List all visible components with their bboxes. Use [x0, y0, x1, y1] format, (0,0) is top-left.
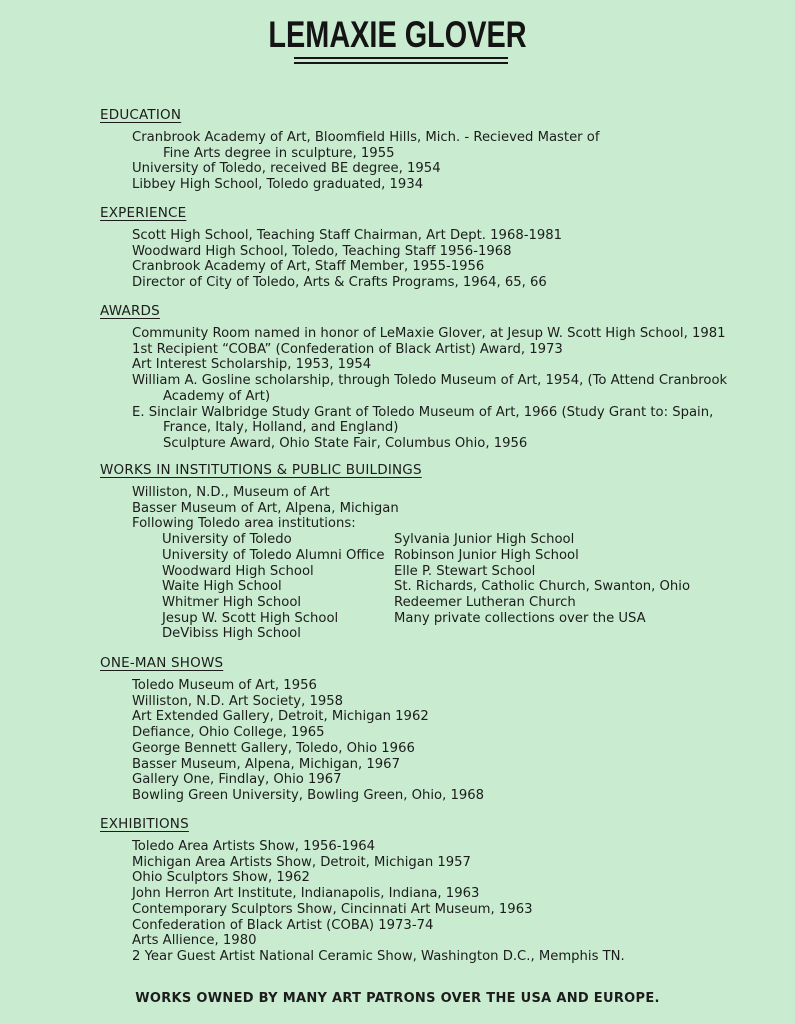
education-item: Cranbrook Academy of Art, Bloomfield Hills, Mich. - Recieved Master of [132, 130, 600, 145]
award-item: E. Sinclair Walbridge Study Grant of Toledo Museum of Art, 1966 (Study Grant to: Spain, [132, 404, 714, 420]
show-item: Williston, N.D. Art Society, 1958 [132, 693, 344, 709]
award-item: 1st Recipient “COBA” (Confederation of Black Artist) Award, 1973 [132, 341, 563, 357]
exhibitions-list [132, 839, 780, 965]
experience-list [132, 228, 780, 291]
institution-item: Whitmer High School [162, 594, 302, 610]
education-section [100, 107, 780, 193]
title-underline [294, 57, 508, 59]
show-item: Basser Museum, Alpena, Michigan, 1967 [132, 756, 400, 772]
show-item: George Bennett Gallery, Toledo, Ohio 1966 [132, 740, 415, 756]
institution-item: Woodward High School [162, 563, 314, 579]
institution-item: University of Toledo Alumni Office [162, 547, 385, 563]
exhibition-item: John Herron Art Institute, Indianapolis, Indiana, 1963 [132, 886, 480, 902]
institution-item: Jesup W. Scott High School [162, 610, 339, 626]
exhibition-item: Confederation of Black Artist (COBA) 1973-74 [132, 917, 434, 933]
awards-heading: AWARDS [100, 303, 160, 319]
works-item: Basser Museum of Art, Alpena, Michigan [132, 500, 399, 516]
exhibition-item: 2 Year Guest Artist National Ceramic Show, Washington D.C., Memphis TN. [132, 948, 625, 964]
exhibition-item: Arts Allience, 1980 [132, 933, 257, 949]
institutions-columns [162, 532, 780, 642]
exhibition-item: Toledo Area Artists Show, 1956-1964 [132, 839, 376, 854]
works-item: Following Toledo area institutions: [132, 516, 356, 532]
show-item: Toledo Museum of Art, 1956 [132, 678, 317, 693]
show-item: Bowling Green University, Bowling Green, Ohio, 1968 [132, 787, 485, 803]
institution-item: St. Richards, Catholic Church, Swanton, Ohio [394, 579, 691, 595]
institution-item: Redeemer Lutheran Church [394, 594, 576, 610]
institution-item: Sylvania Junior High School [394, 532, 575, 548]
experience-heading: EXPERIENCE [100, 205, 187, 221]
page-title: LEMAXIE GLOVER [268, 14, 527, 55]
show-item: Art Extended Gallery, Detroit, Michigan 1962 [132, 709, 429, 725]
education-item: Libbey High School, Toledo graduated, 1934 [132, 177, 424, 193]
experience-item: Scott High School, Teaching Staff Chairman, Art Dept. 1968-1981 [132, 228, 563, 243]
works-heading: WORKS IN INSTITUTIONS & PUBLIC BUILDINGS [100, 462, 422, 478]
shows-list [132, 678, 780, 804]
show-item: Defiance, Ohio College, 1965 [132, 725, 325, 741]
education-list [132, 130, 780, 193]
works-list [132, 485, 780, 532]
footer-statement: WORKS OWNED BY MANY ART PATRONS OVER THE USA AND EUROPE. [135, 991, 660, 1006]
award-item: Community Room named in honor of LeMaxie Glover, at Jesup W. Scott High School, 1981 [132, 326, 726, 341]
experience-item: Director of City of Toledo, Arts & Crafts Programs, 1964, 65, 66 [132, 275, 547, 291]
institution-item: Elle P. Stewart School [394, 563, 536, 579]
show-item: Gallery One, Findlay, Ohio 1967 [132, 772, 342, 788]
institutions-column-right [394, 532, 714, 642]
exhibitions-heading: EXHIBITIONS [100, 816, 189, 832]
award-item: France, Italy, Holland, and England) [163, 420, 399, 436]
institution-item: University of Toledo [162, 532, 292, 548]
institution-item: Robinson Junior High School [394, 547, 579, 563]
shows-heading: ONE-MAN SHOWS [100, 655, 224, 671]
works-section [100, 462, 780, 642]
award-item: Academy of Art) [163, 388, 271, 404]
institution-item: Many private collections over the USA [394, 610, 646, 626]
education-item: University of Toledo, received BE degree, 1954 [132, 161, 441, 177]
exhibitions-section [100, 816, 780, 965]
works-item: Williston, N.D., Museum of Art [132, 485, 330, 500]
award-item: Art Interest Scholarship, 1953, 1954 [132, 357, 372, 373]
education-heading: EDUCATION [100, 107, 182, 123]
exhibition-item: Michigan Area Artists Show, Detroit, Michigan 1957 [132, 854, 471, 870]
awards-section [100, 303, 780, 452]
education-item: Fine Arts degree in sculpture, 1955 [163, 145, 395, 161]
exhibition-item: Contemporary Sculptors Show, Cincinnati Art Museum, 1963 [132, 901, 533, 917]
experience-item: Cranbrook Academy of Art, Staff Member, 1955-1956 [132, 259, 485, 275]
experience-item: Woodward High School, Toledo, Teaching Staff 1956-1968 [132, 243, 512, 259]
institutions-column-left [162, 532, 394, 642]
award-item: William A. Gosline scholarship, through Toledo Museum of Art, 1954, (To Attend Cranbrook [132, 373, 728, 389]
exhibition-item: Ohio Sculptors Show, 1962 [132, 870, 310, 886]
award-item: Sculpture Award, Ohio State Fair, Columbus Ohio, 1956 [163, 435, 528, 451]
awards-list [132, 326, 780, 452]
title-underline-double [294, 62, 508, 64]
institution-item: Waite High School [162, 579, 282, 595]
institution-item: DeVibiss High School [162, 626, 301, 642]
one-man-shows-section [100, 655, 780, 804]
experience-section [100, 205, 780, 291]
